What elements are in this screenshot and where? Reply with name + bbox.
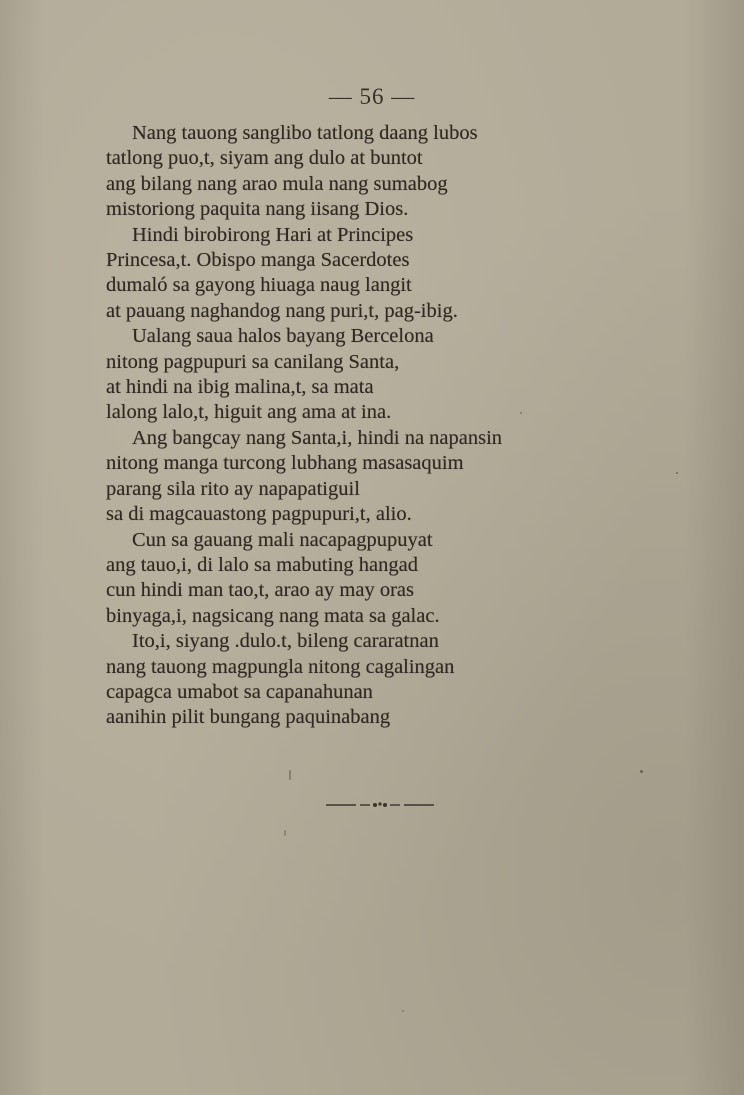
poem-line: Ang bangcay nang Santa,i, hindi na napansin	[132, 426, 503, 449]
poem-line: nang tauong magpungla nitong cagalingan	[106, 655, 455, 678]
poem-line: capagca umabot sa capanahunan	[106, 680, 373, 703]
poem-line: dumaló sa gayong hiuaga naug langit	[106, 274, 412, 297]
poem-line: sa di magcauastong pagpupuri,t, alio.	[106, 503, 412, 526]
poem-line: cun hindi man tao,t, arao ay may oras	[106, 579, 414, 602]
poem-line: Princesa,t. Obispo manga Sacerdotes	[106, 249, 410, 272]
poem-line: aanihin pilit bungang paquinabang	[106, 706, 391, 729]
poem-line: Nang tauong sanglibo tatlong daang lubos	[132, 122, 478, 144]
poem-line: nitong pagpupuri sa canilang Santa,	[106, 350, 400, 373]
end-ornament	[326, 797, 434, 811]
poem-text	[106, 121, 706, 731]
poem-line: mistoriong paquita nang iisang Dios.	[106, 198, 409, 221]
poem-line: at pauang naghandog nang puri,t, pag-ibig.	[106, 299, 458, 322]
poem-line: nitong manga turcong lubhang masasaquim	[106, 452, 464, 475]
poem-line: parang sila rito ay napapatiguil	[106, 477, 360, 500]
poem-line: tatlong puo,t, siyam ang dulo at buntot	[106, 147, 423, 170]
poem-line: binyaga,i, nagsicang nang mata sa galac.	[106, 604, 440, 627]
page-number: — 56 —	[328, 84, 416, 109]
poem-line: Hindi birobirong Hari at Principes	[132, 223, 414, 246]
poem-line: Cun sa gauang mali nacapagpupuyat	[132, 528, 433, 551]
poem-line: ang tauo,i, di lalo sa mabuting hangad	[106, 553, 418, 576]
poem-line: Ualang saua halos bayang Bercelona	[132, 325, 434, 348]
poem-line: lalong lalo,t, higuit ang ama at ina.	[106, 401, 392, 424]
poem-line: ang bilang nang arao mula nang sumabog	[106, 172, 448, 195]
poem-line: Ito,i, siyang .dulo.t, bileng cararatnan	[132, 630, 439, 653]
poem-line: at hindi na ibig malina,t, sa mata	[106, 376, 374, 399]
